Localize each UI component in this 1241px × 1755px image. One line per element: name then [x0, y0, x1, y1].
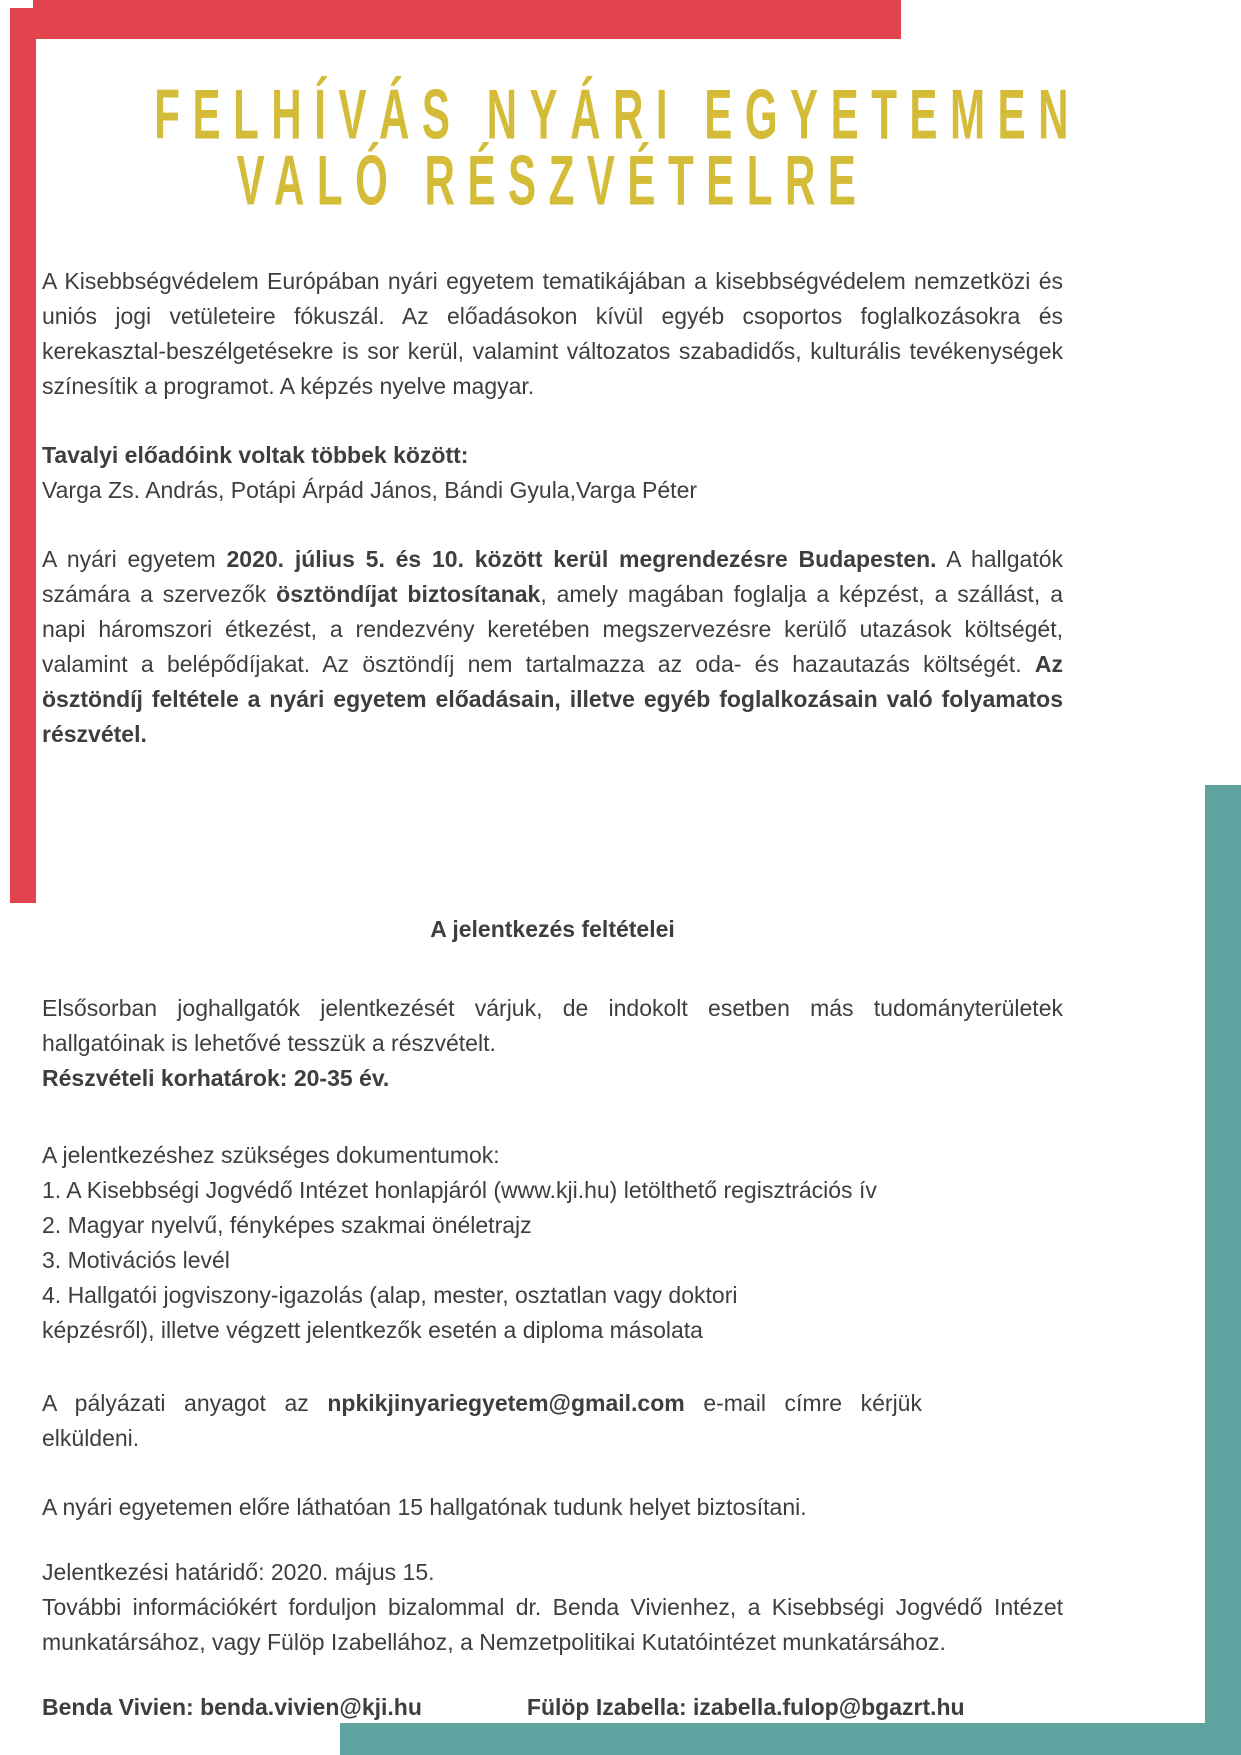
contacts-row [42, 1690, 1063, 1725]
speakers-label: Tavalyi előadóink voltak többek között: [42, 442, 469, 468]
conditions-paragraph: Elsősorban joghallgatók jelentkezését várjuk, de indokolt esetben más tudományterületek hallgatóinak is lehetővé tesszük a részvételt. [42, 995, 1063, 1056]
intro-paragraph: A Kisebbségvédelem Európában nyári egyetem tematikájában a kisebbségvédelem nemzetközi és uniós jogi vetületeire fókuszál. Az előadásokon kívül egyéb csoportos foglalkozásokra és kerekasztal-beszélgetésekre is sor kerül, valamint változatos szabadidős, kulturális tevékenységek színesítik a programot. A képzés nyelve magyar. [42, 268, 1063, 399]
teal-bottom-bar [340, 1723, 1241, 1755]
contact-benda: Benda Vivien: benda.vivien@kji.hu [42, 1694, 422, 1720]
contact-fulop: Fülöp Izabella: izabella.fulop@bgazrt.hu [526, 1694, 965, 1720]
title-line-2: VALÓ RÉSZVÉTELRE [236, 142, 869, 220]
deadline-block [42, 1555, 1063, 1660]
capacity-paragraph: A nyári egyetemen előre láthatóan 15 hallgatónak tudunk helyet biztosítani. [42, 1494, 807, 1520]
speakers-names: Varga Zs. András, Potápi Árpád János, Bándi Gyula,Varga Péter [42, 477, 698, 503]
more-info-paragraph: További információkért forduljon bizalommal dr. Benda Vivienhez, a Kisebbségi Jogvédő Intézet munkatársához, vagy Fülöp Izabellához, a Nemzetpolitikai Kutatóintézet munkatársához. [42, 1594, 1063, 1655]
speakers-block [42, 438, 1063, 508]
documents-heading: A jelentkezéshez szükséges dokumentumok: [42, 1142, 500, 1168]
documents-block [42, 1138, 1063, 1348]
deadline-line: Jelentkezési határidő: 2020. május 15. [42, 1559, 435, 1585]
red-left-bar [10, 8, 36, 903]
document-list-item: 4. Hallgatói jogviszony-igazolás (alap, mester, osztatlan vagy doktori [42, 1282, 738, 1308]
application-paragraph: A pályázati anyagot az npkikjinyariegyetem@gmail.com e-mail címre kérjük elküldeni. [42, 1390, 922, 1451]
content-column [42, 0, 1082, 1725]
conditions-heading: A jelentkezés feltételei [430, 916, 675, 942]
title-line-1: FELHÍVÁS NYÁRI EGYETEMEN [154, 76, 1082, 154]
teal-right-bar [1205, 785, 1241, 1755]
document-list-item: 3. Motivációs levél [42, 1247, 230, 1273]
age-limit-line: Részvételi korhatárok: 20-35 év. [42, 1065, 390, 1091]
scholarship-paragraph: A nyári egyetem 2020. július 5. és 10. között kerül megrendezésre Budapesten. A hallgatók számára a szervezők ösztöndíjat biztosítanak, amely magában foglalja a képzést, a szállást, a napi háromszori étkezést, a rendezvény keretében megszervezésre kerülő utazások költségét, valamint a belépődíjakat. Az ösztöndíj nem tartalmazza az oda- és hazautazás költségét. Az ösztöndíj feltétele a nyári egyetem előadásain, illetve egyéb foglalkozásain való folyamatos részvétel. [42, 546, 1064, 747]
document-list-item: 1. A Kisebbségi Jogvédő Intézet honlapjáról (www.kji.hu) letölthető regisztrációs ív [42, 1177, 877, 1203]
document-list-item: 2. Magyar nyelvű, fényképes szakmai önéletrajz [42, 1212, 532, 1238]
page-title [42, 76, 1082, 220]
document-list-item: képzésről), illetve végzett jelentkezők esetén a diploma másolata [42, 1317, 703, 1343]
